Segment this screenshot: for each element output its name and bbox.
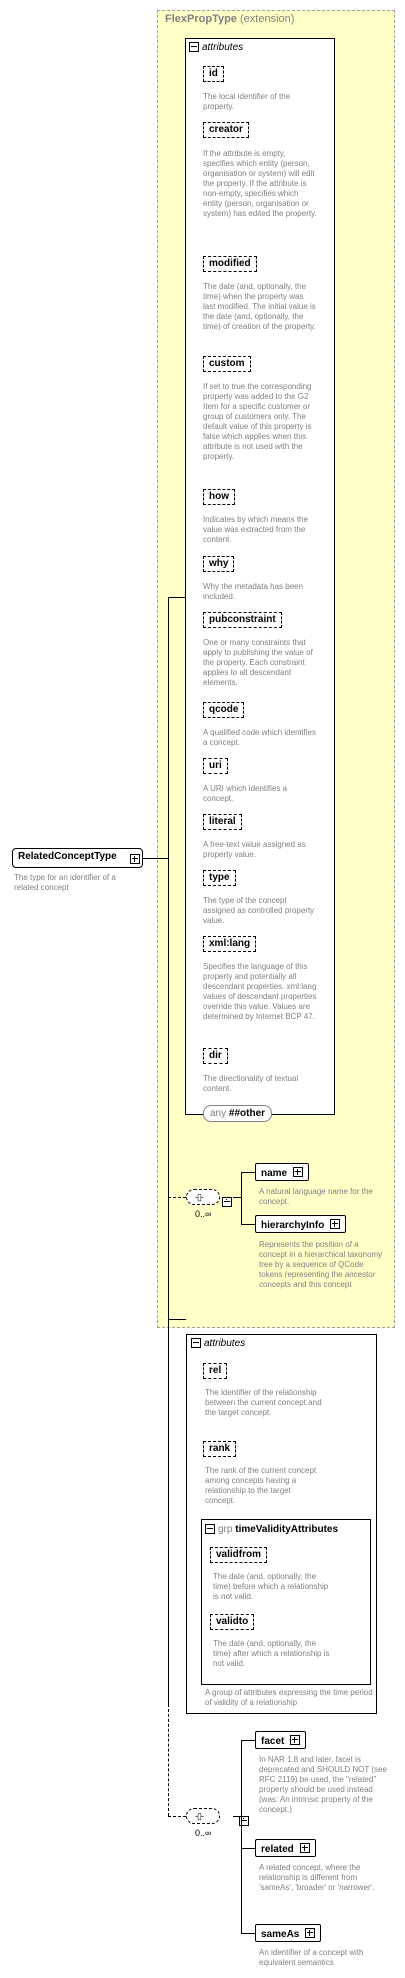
extension-title [165, 13, 294, 25]
attribute-name: uri [209, 760, 222, 771]
choice-occurrence: 0..∞ [195, 1828, 212, 1838]
element-related[interactable] [255, 1839, 316, 1857]
element-label: facet [261, 1736, 285, 1747]
connector [168, 1704, 169, 1816]
attribute-description: One or many constraints that apply to publishing the value of the property. Each constraint applies to all descendant elements. [203, 638, 313, 687]
any-prefix: any [210, 1108, 227, 1119]
attribute-description: The rank of the current concept among concepts having a relationship to the target concept. [205, 1466, 317, 1505]
element-sameas[interactable] [255, 1924, 321, 1942]
expand-icon[interactable] [130, 854, 140, 864]
attribute-description: A URI which identifies a concept. [203, 784, 288, 803]
attribute-description: Specifies the language of this property and potentially all descendant properties. xml:lang values of descendant properties override this value. Values are determined by Internet BCP 47. [203, 962, 317, 1021]
attribute-name: xml:lang [209, 938, 251, 949]
attribute-description: A free-text value assigned as property value. [203, 840, 306, 859]
attribute-dir[interactable] [203, 1048, 228, 1064]
connector [241, 1172, 242, 1224]
attribute-rel[interactable] [203, 1363, 227, 1379]
attribute-description: The type of the concept assigned as controlled property value. [203, 896, 315, 925]
choice-occurrence: 0..∞ [195, 1209, 212, 1219]
attribute-description: If the attribute is empty, specifies which entity (person, organisation or system) will edit the property. If the attribute is non-empty, specifies which entity (person, organisation or system) has edited the property. [203, 149, 317, 218]
expand-icon[interactable] [290, 1735, 300, 1745]
attribute-name: validto [216, 1616, 249, 1627]
collapse-icon[interactable] [191, 1338, 201, 1348]
attribute-group-description: A group of attributes expressing the time period of validity of a relationship [205, 1688, 373, 1707]
element-name[interactable] [255, 1163, 309, 1181]
attribute-validfrom[interactable] [210, 1547, 267, 1563]
attribute-id[interactable] [203, 66, 224, 82]
connector [143, 858, 168, 859]
attribute-custom[interactable] [203, 356, 251, 372]
extension-attributes-header[interactable] [189, 42, 243, 53]
element-description: An identifier of a concept with equivalent semantics [259, 1948, 364, 1967]
attribute-description: The local identifier of the property. [203, 92, 291, 111]
element-label: sameAs [261, 1929, 300, 1940]
element-hierarchyinfo[interactable] [255, 1215, 346, 1233]
expand-icon[interactable] [305, 1928, 315, 1938]
connector [168, 1816, 186, 1817]
group-prefix: grp [218, 1524, 233, 1535]
attribute-description: Indicates by which means the value was extracted from the content. [203, 515, 308, 544]
extension-base-name: FlexPropType [165, 13, 237, 25]
choice-icon: -▯- [195, 1811, 203, 1821]
attribute-type[interactable] [203, 870, 236, 886]
attribute-name: dir [209, 1050, 222, 1061]
connector [168, 1197, 186, 1198]
attribute-qcode[interactable] [203, 702, 244, 718]
element-description: A related concept, where the relationship is different from 'sameAs', 'broader' or 'narrower'. [259, 1863, 375, 1892]
connector [241, 1933, 255, 1934]
connector [241, 1848, 255, 1849]
element-label: name [261, 1168, 288, 1179]
connector [168, 1319, 186, 1320]
attribute-creator[interactable] [203, 122, 249, 138]
connector [241, 1740, 242, 1933]
attributes-label: attributes [204, 1338, 246, 1349]
collapse-icon[interactable] [205, 1524, 215, 1534]
attribute-name: rank [209, 1443, 231, 1454]
element-facet[interactable] [255, 1731, 306, 1749]
attributes-label: attributes [202, 42, 244, 53]
root-element[interactable] [12, 848, 143, 868]
expand-icon[interactable] [293, 1167, 303, 1177]
attribute-description: The date (and, optionally, the time) before which a relationship is not valid. [213, 1572, 329, 1601]
attribute-description: The date (and, optionally, the time) after which a relationship is not valid. [213, 1639, 330, 1668]
connector [241, 1224, 255, 1225]
attribute-name: qcode [209, 704, 239, 715]
choice-compositor[interactable] [186, 1808, 220, 1824]
attribute-name: modified [209, 258, 251, 269]
attribute-rank[interactable] [203, 1441, 236, 1457]
element-description: In NAR 1.8 and later, facet is deprecated and SHOULD NOT (see RFC 2119) be used, the "related" property should be used instead (was: An intrinsic property of the concept.) [259, 1755, 387, 1814]
attribute-how[interactable] [203, 489, 235, 505]
root-element-name: RelatedConceptType [18, 851, 117, 862]
attribute-xml-lang[interactable] [203, 936, 256, 952]
attribute-name: creator [209, 124, 243, 135]
own-attributes-header[interactable] [191, 1338, 245, 1349]
attribute-name: validfrom [216, 1549, 262, 1560]
element-label: hierarchyInfo [261, 1220, 325, 1231]
expand-icon[interactable] [330, 1219, 340, 1229]
attribute-uri[interactable] [203, 758, 228, 774]
extension-suffix: (extension) [240, 13, 295, 25]
root-description: The type for an identifier of a related concept [14, 873, 116, 892]
attribute-name: why [209, 558, 229, 569]
element-description: Represents the position of a concept in a hierarchical taxonomy tree by a sequence of QCode tokens representing the ancestor concepts and this concept [259, 1240, 383, 1289]
attribute-name: type [209, 872, 230, 883]
choice-icon: -▯- [195, 1192, 203, 1202]
choice-compositor[interactable] [186, 1189, 220, 1205]
expand-icon[interactable] [300, 1843, 310, 1853]
attribute-name: rel [209, 1365, 222, 1376]
attribute-description: The date (and, optionally, the time) when the property was last modified. The initial value is the date (and, optionally, the time) of creation of the property. [203, 282, 316, 331]
connector [241, 1740, 255, 1741]
attribute-name: literal [209, 816, 236, 827]
element-description: A natural language name for the concept. [259, 1187, 373, 1206]
attribute-literal[interactable] [203, 814, 242, 830]
connector [233, 1197, 241, 1198]
attribute-name: id [209, 68, 218, 79]
attribute-group-header[interactable] [205, 1524, 338, 1535]
any-value: ##other [228, 1108, 266, 1119]
attribute-name: pubconstraint [209, 614, 276, 625]
attribute-name: custom [209, 358, 245, 369]
attribute-description: If set to true the corresponding property was added to the G2 Item for a specific customer or group of customers only. The default value of this property is false which applies when this attribute is not used with the property. [203, 382, 312, 461]
connector [241, 1172, 255, 1173]
group-name: timeValidityAttributes [235, 1524, 339, 1535]
collapse-icon[interactable] [222, 1197, 232, 1207]
attribute-modified[interactable] [203, 256, 257, 272]
attribute-validto[interactable] [210, 1614, 254, 1630]
attribute-description: The identifier of the relationship between the current concept and the target concept. [205, 1388, 322, 1417]
element-label: related [261, 1844, 294, 1855]
attribute-description: The directionality of textual content. [203, 1074, 299, 1093]
connector [168, 1193, 169, 1194]
connector [168, 597, 186, 598]
attribute-pubconstraint[interactable] [203, 612, 282, 628]
collapse-icon[interactable] [189, 42, 199, 52]
connector [168, 597, 169, 1704]
any-attribute[interactable] [203, 1105, 272, 1122]
attribute-description: A qualified code which identifies a concept. [203, 728, 316, 747]
connector [233, 1816, 241, 1817]
attribute-why[interactable] [203, 556, 234, 572]
attribute-name: how [209, 491, 229, 502]
attribute-description: Why the metadata has been included. [203, 582, 304, 601]
